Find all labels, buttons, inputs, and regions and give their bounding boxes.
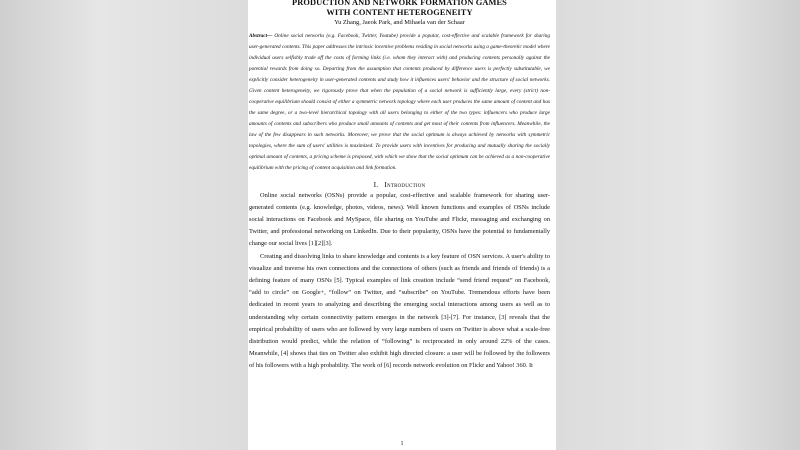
body-paragraph: Creating and dissolving links to share knowledge and contents is a key feature of OSN services. A user's ability to visualize and traverse his own connections and the connections of others (such as friends and friends of friends) is a defining feature of many OSNs [5]. Typical examples of link creation include “send friend request” on Facebook, “add to circle” on Google+, “follow” on Twitter, and “subscribe” on YouTube. Tremendous efforts have been dedicated in recent years to analyzing and describing the emerging social interactions among users as well as to understanding why certain connectivity pattern emerges in the network [3]-[7]. For instance, [3] reveals that the empirical probability of users who are followed by very large numbers of users on Twitter is above what a scale-free distribution would predict, while the relation of “following” is reciprocated in only around 22% of the cases. Meanwhile, [4] shows that ties on Twitter also exhibit high directed closure: a user will be followed by the followers of his followers with a high probability. The work of [6] records network evolution on Flickr and Yahoo! 360. It: [249, 252, 550, 370]
background-right: [556, 0, 800, 450]
section-heading: [249, 180, 550, 190]
abstract-text: Online social networks (e.g. Facebook, Twitter, Youtube) provide a popular, cost-effective and scalable framework for sharing user-generated contents. This paper addresses the intrinsic incentive problems residing in social networks using a game-theoretic model where individual users selfishly trade off the costs of forming links (i.e. whom they interact with) and producing contents personally against the potential rewards from doing so. Departing from the assumption that contents produced by difference users is perfectly substitutable, we explicitly consider heterogeneity in user-generated contents and study how it influences users' behavior and the structure of social networks. Given content heterogeneity, we rigorously prove that when the population of a social network is sufficiently large, every (strict) non-cooperative equilibrium should consist of either a symmetric network topology where each user produces the same amount of content and has the same degree, or a two-level hierarchical topology with all users belonging to either of the two types: influencers who produce large amounts of contents and subscribers who produce small amounts of contents and get most of their contents from influencers. Meanwhile, the law of the few disappears in such networks. Moreover, we prove that the social optimum is always achieved by networks with symmetric topologies, where the sum of users' utilities is maximized. To provide users with incentives for producing and mutually sharing the socially optimal amount of contents, a pricing scheme is proposed, with which we show that the social optimum can be achieved as a non-cooperative equilibrium with the pricing of content acquisition and link formation.: [249, 33, 550, 171]
background-left: [0, 0, 248, 450]
page-number: 1: [400, 441, 404, 447]
author-list: Yu Zhang, Jaeok Park, and Mihaela van der Schaar: [334, 19, 465, 27]
abstract: [249, 31, 550, 173]
abstract-lead: Abstract—: [249, 33, 273, 40]
document-page[interactable]: [248, 0, 556, 450]
body-paragraph: Online social networks (OSNs) provide a popular, cost-effective and scalable framework for sharing user-generated contents (e.g. knowledge, photos, videos, news). Well known functions and examples of OSNs include social interactions on Facebook and MySpace, file sharing on YouTube and Flickr, messaging and exchanging on Twitter, and professional networking on LinkedIn. Due to their popularity, OSNs have the potential to fundamentally change our social lives [1][2][3].: [249, 191, 550, 248]
section-title: Introduction: [384, 179, 426, 189]
title-line-1: PRODUCTION AND NETWORK FORMATION GAMES: [292, 0, 507, 7]
paper-title: [249, 0, 550, 17]
title-line-2: WITH CONTENT HETEROGENEITY: [326, 7, 473, 17]
section-number: I.: [373, 179, 379, 189]
